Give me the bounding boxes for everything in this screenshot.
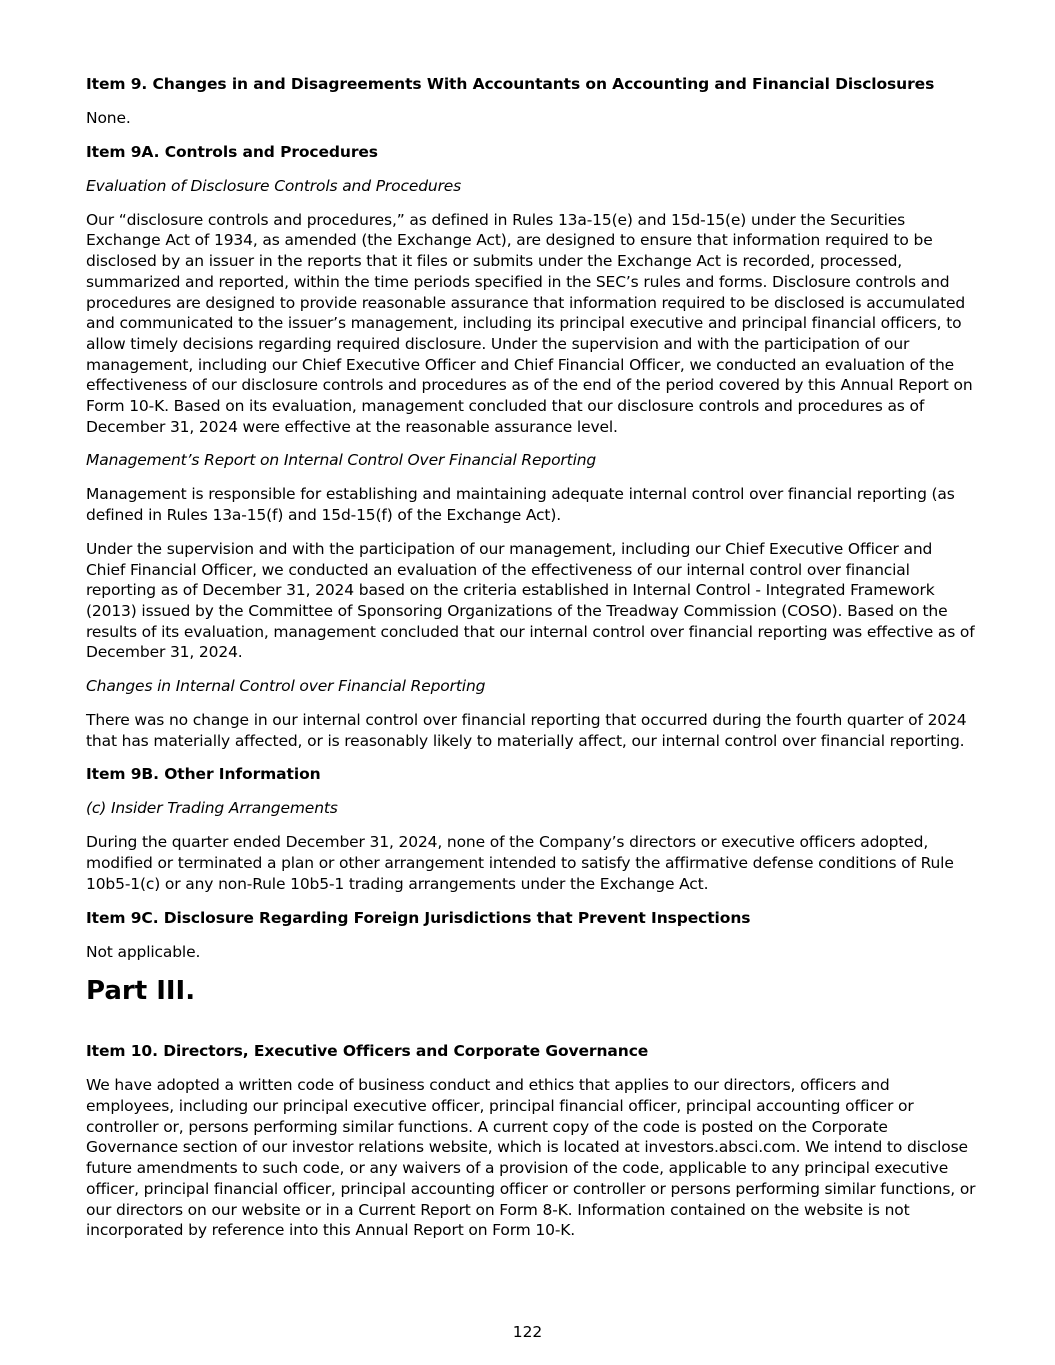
disclosure-controls-subheading: Evaluation of Disclosure Controls and Procedures xyxy=(86,176,462,195)
management-report-paragraph-1: Management is responsible for establishing and maintaining adequate internal control over financial reporting (as defined in Rules 13a-15(f) and 15d-15(f) of the Exchange Act). xyxy=(86,485,955,525)
item-10-paragraph: We have adopted a written code of business conduct and ethics that applies to our directors, officers and employees, including our principal executive officer, principal financial officer, principal accounting officer or controller or, persons performing similar functions. A current copy of the code is posted on the Corporate Governance section of our investor relations website, which is located at investors.absci.com. We intend to disclose future amendments to such code, or any waivers of a provision of the code, applicable to any principal executive officer, principal financial officer, principal accounting officer or controller or persons performing similar functions, or our directors on our website or in a Current Report on Form 8-K. Information contained on the website is not incorporated by reference into this Annual Report on Form 10-K. xyxy=(86,1076,976,1240)
management-report-paragraph-2: Under the supervision and with the participation of our management, including our Chief Executive Officer and Chief Financial Officer, we conducted an evaluation of the effectiveness of our internal control over financial reporting as of December 31, 2024 based on the criteria established in Internal Control - Integrated Framework (2013) issued by the Committee of Sponsoring Organizations of the Treadway Commission (COSO). Based on the results of its evaluation, management concluded that our internal control over financial reporting was effective as of December 31, 2024. xyxy=(86,539,975,662)
item-9b-heading: Item 9B. Other Information xyxy=(86,765,321,784)
item-9a-heading: Item 9A. Controls and Procedures xyxy=(86,142,378,161)
document-page xyxy=(86,74,976,1254)
item-9c-text: Not applicable. xyxy=(86,942,201,961)
changes-internal-control-paragraph: There was no change in our internal control over financial reporting that occurred during the fourth quarter of 2024 that has materially affected, or is reasonably likely to materially affect, our internal control over financial reporting. xyxy=(86,711,967,750)
disclosure-controls-paragraph: Our “disclosure controls and procedures,” as defined in Rules 13a-15(e) and 15d-15(e) under the Securities Exchange Act of 1934, as amended (the Exchange Act), are designed to ensure that information required to be disclosed by an issuer in the reports that it files or submits under the Exchange Act is recorded, processed, summarized and reported, within the time periods specified in the SEC’s rules and forms. Disclosure controls and procedures are designed to provide reasonable assurance that information required to be disclosed is accumulated and communicated to the issuer’s management, including its principal executive and principal financial officers, to allow timely decisions regarding required disclosure. Under the supervision and with the participation of our management, including our Chief Executive Officer and Chief Financial Officer, we conducted an evaluation of the effectiveness of our disclosure controls and procedures as of the end of the period covered by this Annual Report on Form 10-K. Based on its evaluation, management concluded that our disclosure controls and procedures as of December 31, 2024 were effective at the reasonable assurance level. xyxy=(86,210,973,436)
page-number: 122 xyxy=(512,1323,543,1341)
item-9-heading: Item 9. Changes in and Disagreements With Accountants on Accounting and Financial Disclosures xyxy=(86,75,935,93)
item-9-text: None. xyxy=(86,109,131,127)
part-iii-title: Part III. xyxy=(86,976,196,1007)
changes-internal-control-subheading: Changes in Internal Control over Financial Reporting xyxy=(86,677,486,696)
insider-trading-subheading: (c) Insider Trading Arrangements xyxy=(86,799,338,818)
insider-trading-paragraph: During the quarter ended December 31, 2024, none of the Company’s directors or executive officers adopted, modified or terminated a plan or other arrangement intended to satisfy the affirmative defense conditions of Rule 10b5-1(c) or any non-Rule 10b5-1 trading arrangements under the Exchange Act. xyxy=(86,833,954,893)
item-9c-heading: Item 9C. Disclosure Regarding Foreign Jurisdictions that Prevent Inspections xyxy=(86,908,751,927)
item-10-heading: Item 10. Directors, Executive Officers and Corporate Governance xyxy=(86,1042,649,1061)
management-report-subheading: Management’s Report on Internal Control Over Financial Reporting xyxy=(86,451,597,470)
